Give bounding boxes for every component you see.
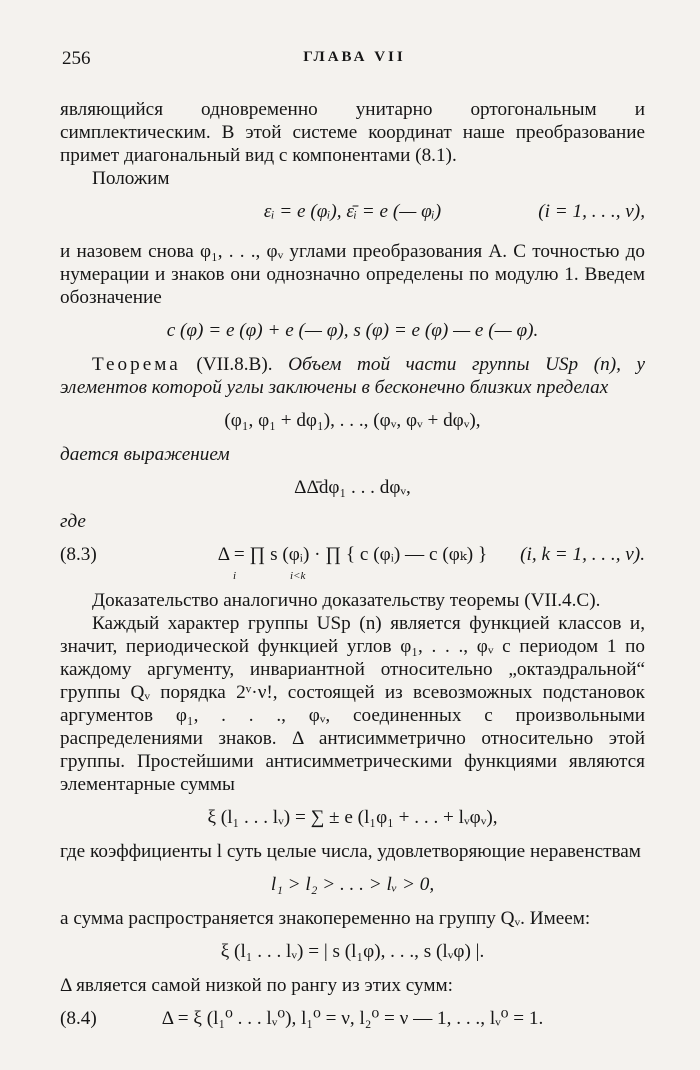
formula-inequalities: l₁ > l₂ > . . . > lᵥ > 0, (270, 874, 435, 895)
equation-8-4 (60, 1007, 645, 1035)
paragraph-continuation: являющийся одновременно унитарно ортогональным и симплектическим. В этой системе координат наше преобразование примет диагональный вид с компонентами (8.1). (60, 99, 645, 166)
page-header (62, 48, 647, 76)
paragraph-sum-group: а сумма распространяется знакопеременно на группу Qᵥ. Имеем: (60, 908, 591, 929)
theorem-where-label: где (60, 511, 86, 532)
theorem-reference: (VII.8.B). (196, 354, 273, 375)
formula-epsilon-main: εᵢ = e (φᵢ), ε̄ᵢ = e (— φᵢ) (263, 201, 442, 222)
theorem-label: Теорема (92, 354, 181, 375)
theorem-expression-label: дается выражением (60, 444, 230, 465)
formula-c-s-definition: c (φ) = e (φ) + e (— φ), s (φ) = e (φ) — e (— φ). (166, 320, 539, 341)
equation-8-3-range: (i, k = 1, . . ., ν). (520, 544, 645, 565)
page-number: 256 (62, 48, 91, 69)
running-head: ГЛАВА VII (303, 49, 406, 65)
formula-intervals: (φ₁, φ₁ + dφ₁), . . ., (φᵥ, φᵥ + dφᵥ), (224, 410, 481, 431)
equation-8-4-main: Δ = ξ (l₁⁰ . . . lᵥ⁰), l₁⁰ = ν, l₂⁰ = ν — 1, . . ., lᵥ⁰ = 1. (161, 1008, 544, 1029)
paragraph-lowest-rank: Δ является самой низкой по рангу из этих сумм: (60, 975, 454, 996)
formula-elementary-sums: ξ (l₁ . . . lᵥ) = ∑ ± e (l₁φ₁ + . . . + lᵥφᵥ), (207, 807, 498, 828)
paragraph-polozhim: Положим (92, 168, 170, 189)
formula-volume-element: ΔΔ̄dφ₁ . . . dφᵥ, (294, 477, 411, 498)
paragraph-characters: Каждый характер группы USp (n) является функцией классов и, значит, периодической функцией углов φ₁, . . ., φᵥ с периодом 1 по каждому аргументу, инвариантной относительно „октаэдральной“ группы Qᵥ порядка 2ᵛ·ν!, состоящей из всевозможных подстановок аргументов φ₁, . . ., φᵥ, соединенных с произвольными распределениями знаков. Δ антисимметрично относительно этой группы. Простейшими антисимметрическими функциями являются элементарные суммы (60, 613, 645, 795)
formula-epsilon-range: (i = 1, . . ., ν), (538, 201, 645, 222)
equation-8-3-subscript-ik: i<k (290, 570, 306, 582)
equation-8-3-subscript-i: i (233, 570, 237, 582)
equation-8-4-label: (8.4) (60, 1008, 97, 1029)
theorem-text: Объем той части группы USp (n), у элементов которой углы заключены в бесконечно близких пределах (60, 354, 645, 398)
theorem-statement (60, 353, 645, 399)
equation-8-3-main: Δ = ∏ s (φᵢ) · ∏ { c (φᵢ) — c (φₖ) } (217, 544, 488, 565)
paragraph-angles: и назовем снова φ₁, . . ., φᵥ углами преобразования A. С точностью до нумерации и знаков они однозначно определены по модулю 1. Введем обозначение (60, 241, 645, 308)
paragraph-proof: Доказательство аналогично доказательству теоремы (VII.4.C). (92, 590, 601, 611)
paragraph-coefficients: где коэффициенты l суть целые числа, удовлетворяющие неравенствам (60, 841, 641, 862)
formula-determinant: ξ (l₁ . . . lᵥ) = | s (l₁φ), . . ., s (lᵥφ) |. (220, 941, 485, 962)
formula-epsilon (60, 200, 645, 228)
equation-8-3 (60, 543, 645, 582)
equation-8-3-label: (8.3) (60, 544, 97, 565)
page-body (60, 98, 645, 1047)
